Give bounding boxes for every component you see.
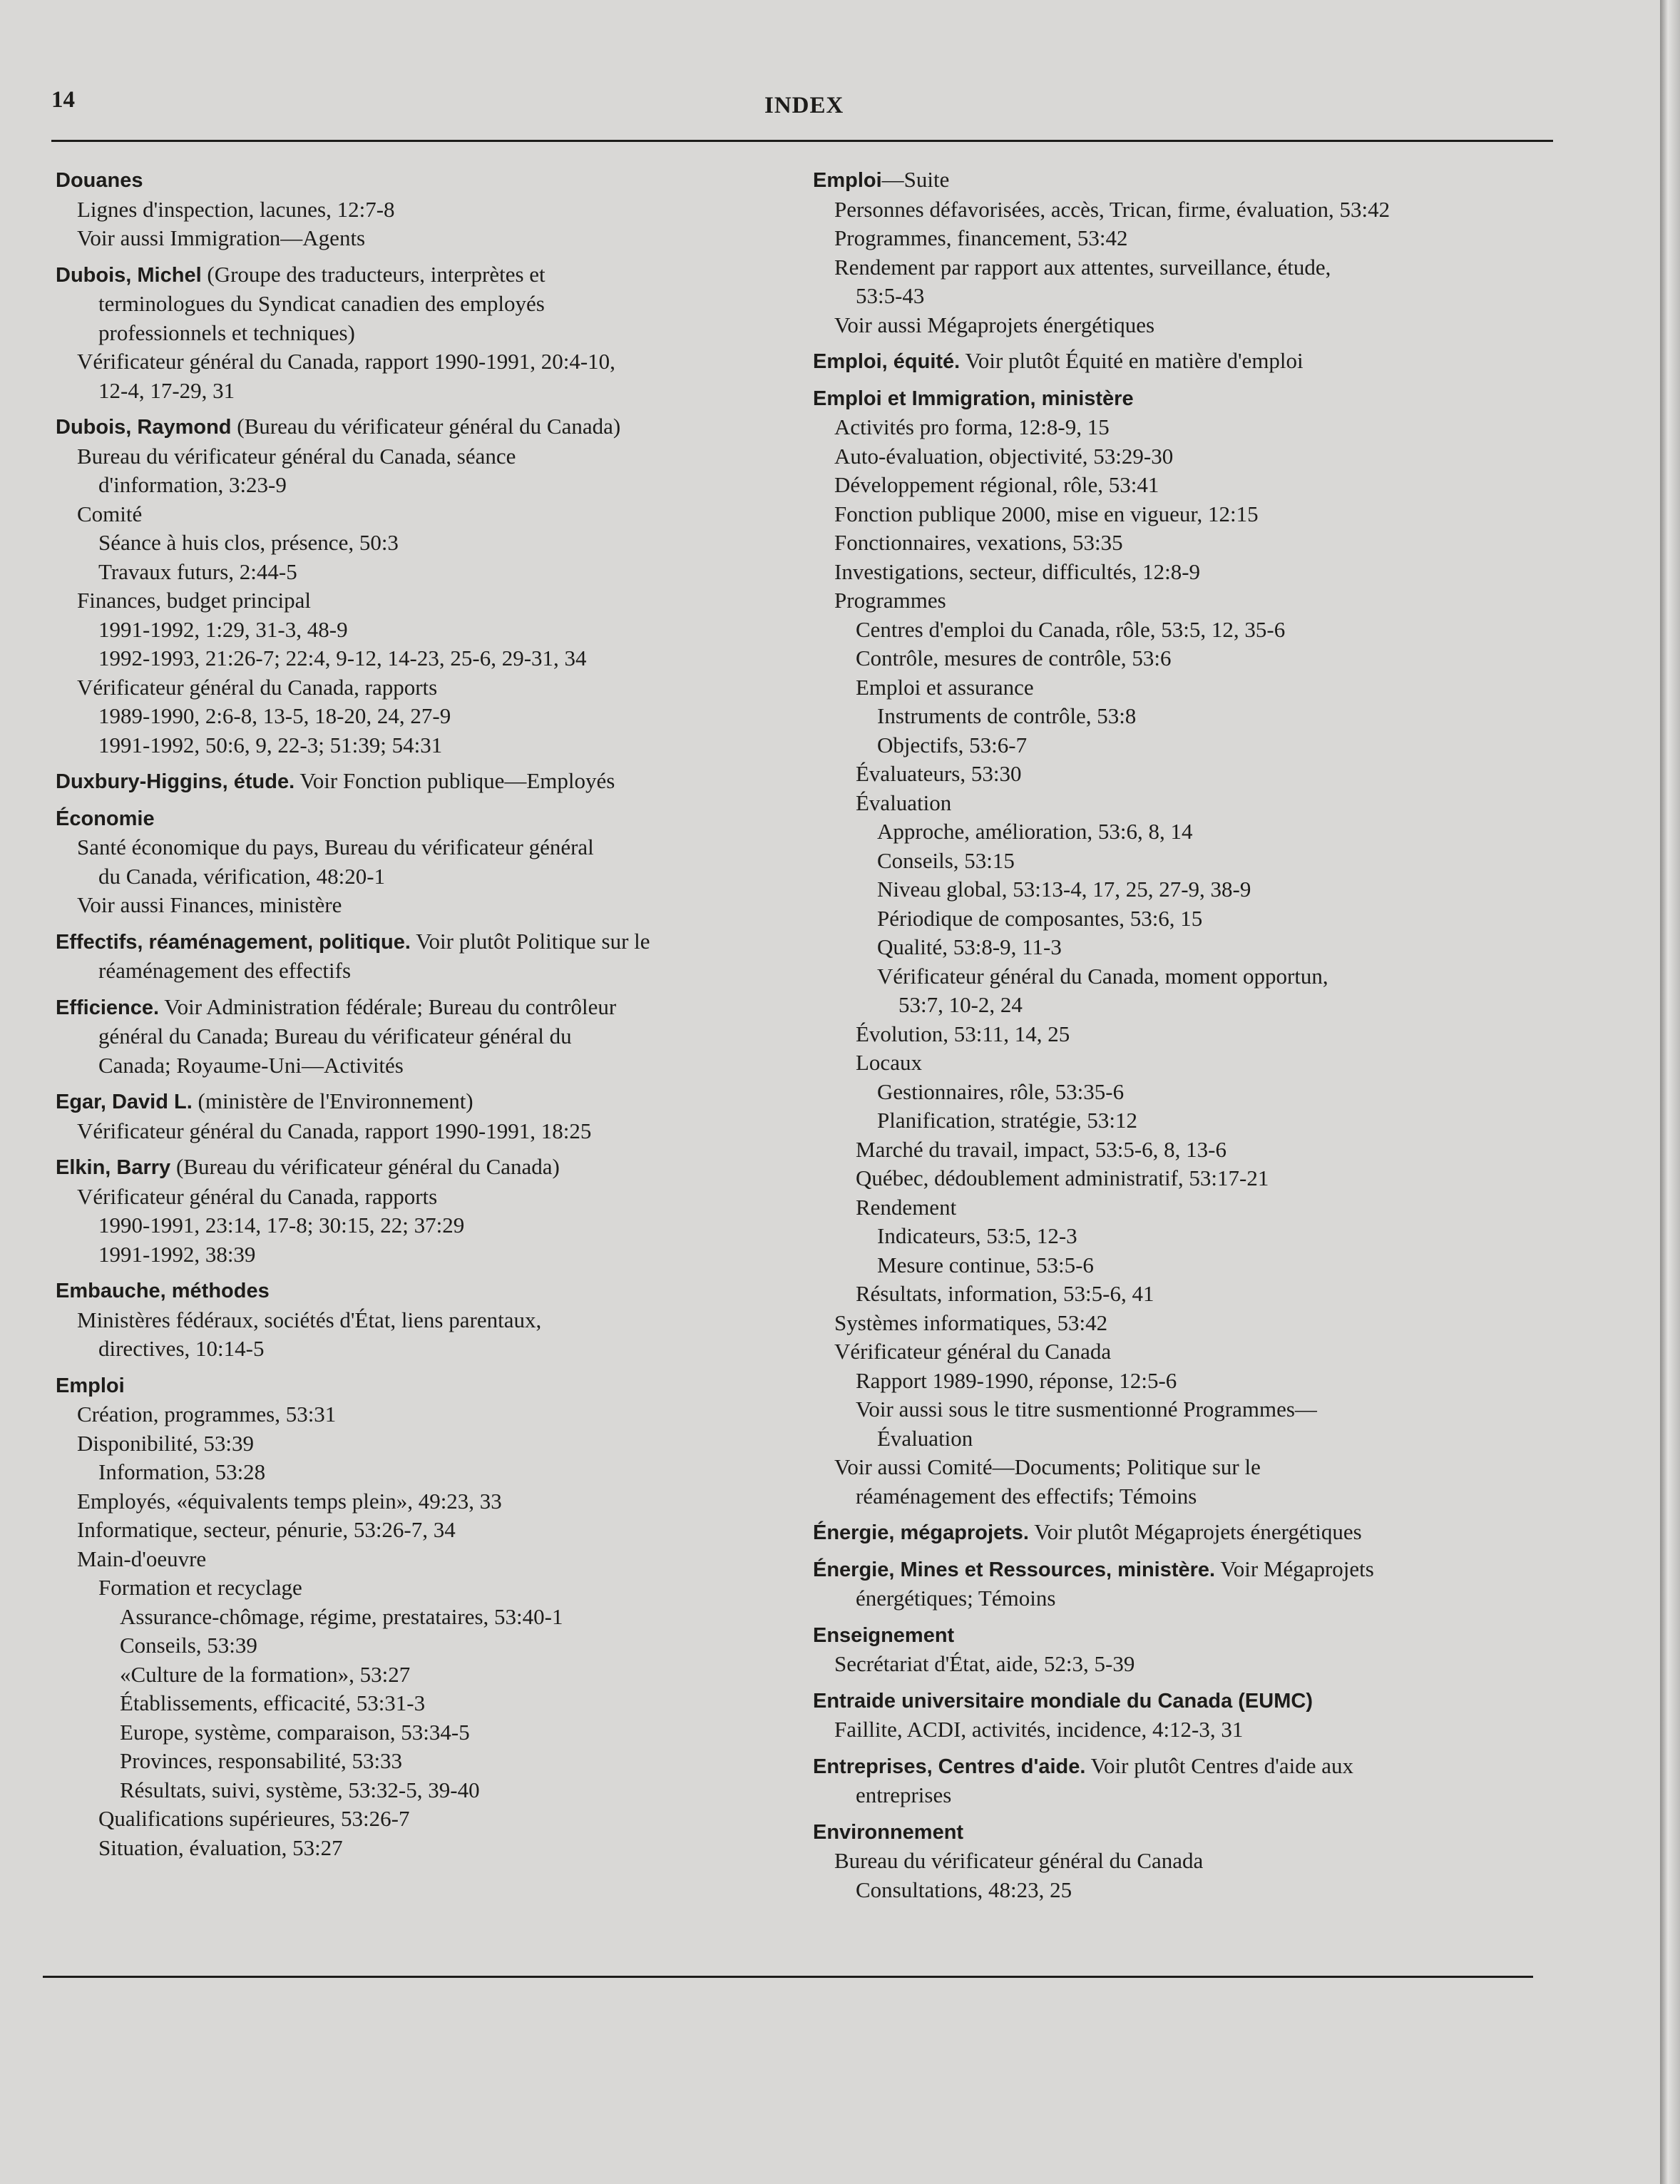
index-heading: Egar, David L.: [56, 1091, 193, 1113]
index-subentry: Finances, budget principal: [77, 588, 311, 613]
index-entry-heading-line: [56, 993, 790, 1023]
index-entry: [813, 1686, 1554, 1745]
index-heading-rest: (ministère de l'Environnement): [192, 1088, 473, 1113]
header-rule: [51, 140, 1553, 142]
index-entry: [813, 347, 1554, 377]
index-subentry: Séance à huis clos, présence, 50:3: [98, 530, 399, 555]
index-subentry: Marché du travail, impact, 53:5-6, 8, 13-6: [856, 1136, 1226, 1162]
index-heading: Elkin, Barry: [56, 1156, 171, 1179]
index-entry-heading-line: [56, 260, 790, 290]
index-subentry: énergétiques; Témoins: [856, 1586, 1056, 1611]
index-heading-rest: Voir plutôt Centres d'aide aux: [1085, 1752, 1353, 1778]
index-entry: [813, 1518, 1554, 1548]
index-heading: Dubois, Raymond: [56, 416, 232, 439]
index-heading-rest: Voir plutôt Mégaprojets énergétiques: [1029, 1519, 1362, 1544]
index-subentry: Emploi et assurance: [856, 674, 1034, 700]
index-subentry: Situation, évaluation, 53:27: [98, 1835, 343, 1860]
index-subentry: Programmes: [834, 588, 946, 613]
index-heading: Emploi et Immigration, ministère: [813, 387, 1134, 410]
index-heading-rest: (Bureau du vérificateur général du Canada): [231, 414, 621, 439]
index-subentry: Fonctionnaires, vexations, 53:35: [834, 530, 1123, 555]
index-entry-heading-line: [813, 1518, 1554, 1548]
index-subentry: professionnels et techniques): [98, 320, 355, 345]
index-entry-heading-line: [813, 1817, 1554, 1847]
index-subentry: Assurance-chômage, régime, prestataires, 53:40-1: [120, 1603, 563, 1629]
index-heading-rest: Voir plutôt Politique sur le: [410, 928, 650, 954]
index-subentry: Rapport 1989-1990, réponse, 12:5-6: [856, 1367, 1177, 1393]
index-entry: [56, 1153, 790, 1269]
index-subentry: Contrôle, mesures de contrôle, 53:6: [856, 645, 1172, 670]
index-entry: [56, 165, 790, 253]
index-subentry: Voir aussi Finances, ministère: [77, 892, 342, 917]
index-subentry: Voir aussi Immigration—Agents: [77, 225, 366, 250]
index-subentry: Approche, amélioration, 53:6, 8, 14: [877, 819, 1193, 844]
index-entry-heading-line: [56, 1276, 790, 1306]
page-title: INDEX: [764, 93, 844, 118]
index-heading: Entraide universitaire mondiale du Canada (EUMC): [813, 1689, 1313, 1713]
index-heading: Entreprises, Centres d'aide.: [813, 1755, 1086, 1778]
index-subentry: Vérificateur général du Canada: [834, 1339, 1112, 1364]
index-subentry: Activités pro forma, 12:8-9, 15: [834, 414, 1110, 439]
index-subentry: 1991-1992, 50:6, 9, 22-3; 51:39; 54:31: [98, 732, 443, 757]
index-subentry: Planification, stratégie, 53:12: [877, 1108, 1138, 1133]
index-subentry: Information, 53:28: [98, 1459, 266, 1484]
index-subentry: Formation et recyclage: [98, 1575, 302, 1600]
index-subentry: Voir aussi Mégaprojets énergétiques: [834, 312, 1155, 337]
index-subentry: Rendement par rapport aux attentes, surveillance, étude,: [834, 254, 1331, 280]
index-subentry: directives, 10:14-5: [98, 1336, 265, 1361]
index-subentry: 1992-1993, 21:26-7; 22:4, 9-12, 14-23, 25-6, 29-31, 34: [98, 645, 587, 670]
index-heading-rest: Voir plutôt Équité en matière d'emploi: [960, 348, 1303, 373]
index-entry-heading-line: [813, 1621, 1554, 1650]
index-subentry: Niveau global, 53:13-4, 17, 25, 27-9, 38-9: [877, 877, 1251, 902]
index-entry: [56, 1276, 790, 1364]
index-entry: [56, 767, 790, 797]
index-heading-rest: (Bureau du vérificateur général du Canada): [170, 1154, 560, 1179]
index-entry-heading-line: [813, 165, 1554, 195]
index-entry: [56, 1371, 790, 1863]
index-subentry: Établissements, efficacité, 53:31-3: [120, 1690, 426, 1715]
index-entry-heading-line: [56, 1153, 790, 1183]
index-entry-heading-line: [56, 1371, 790, 1401]
index-entry: [813, 1621, 1554, 1679]
index-subentry: Provinces, responsabilité, 53:33: [120, 1748, 403, 1773]
index-subentry: entreprises: [856, 1782, 952, 1807]
index-heading: Emploi, équité.: [813, 350, 961, 373]
index-subentry: Évaluation: [877, 1425, 973, 1451]
index-subentry: général du Canada; Bureau du vérificateur général du: [98, 1024, 572, 1048]
index-subentry: Centres d'emploi du Canada, rôle, 53:5, 12, 35-6: [856, 616, 1286, 642]
index-heading: Efficience.: [56, 996, 160, 1019]
index-entry-heading-line: [56, 927, 790, 957]
index-subentry: Vérificateur général du Canada, rapports: [77, 674, 438, 700]
index-heading: Enseignement: [813, 1623, 955, 1647]
index-subentry: Conseils, 53:15: [877, 847, 1015, 873]
index-subentry: Bureau du vérificateur général du Canada: [834, 1848, 1204, 1873]
index-entry: [56, 804, 790, 920]
index-subentry: d'information, 3:23-9: [98, 472, 287, 497]
index-subentry: Canada; Royaume-Uni—Activités: [98, 1052, 404, 1078]
index-subentry: Programmes, financement, 53:42: [834, 225, 1128, 250]
index-entry: [56, 993, 790, 1081]
index-subentry: Résultats, information, 53:5-6, 41: [856, 1281, 1154, 1306]
index-subentry: Disponibilité, 53:39: [77, 1430, 254, 1456]
index-entry: [813, 1555, 1554, 1613]
index-entry-heading-line: [813, 1752, 1554, 1782]
index-subentry: Employés, «équivalents temps plein», 49:23, 33: [77, 1488, 502, 1514]
index-subentry: Vérificateur général du Canada, rapport 1990-1991, 18:25: [77, 1118, 592, 1143]
index-subentry: réaménagement des effectifs; Témoins: [856, 1483, 1197, 1509]
index-heading-rest: (Groupe des traducteurs, interprètes et: [201, 261, 546, 287]
index-subentry: «Culture de la formation», 53:27: [120, 1661, 411, 1687]
index-heading: Emploi: [56, 1374, 125, 1397]
page-number: 14: [51, 87, 75, 113]
index-entry-heading-line: [813, 1555, 1554, 1585]
index-subentry: du Canada, vérification, 48:20-1: [98, 863, 386, 889]
index-entry: [813, 1752, 1554, 1810]
footer-rule: [43, 1976, 1533, 1978]
index-subentry: Travaux futurs, 2:44-5: [98, 558, 297, 584]
index-heading-rest: Voir Mégaprojets: [1215, 1556, 1374, 1581]
book-edge: [1660, 0, 1680, 2184]
index-subentry: Bureau du vérificateur général du Canada, séance: [77, 443, 516, 469]
index-heading: Douanes: [56, 169, 143, 192]
index-subentry: Évaluation: [856, 790, 952, 815]
index-subentry: Conseils, 53:39: [120, 1633, 257, 1658]
index-entry: [813, 165, 1554, 340]
index-subentry: Main-d'oeuvre: [77, 1546, 207, 1571]
index-subentry: Lignes d'inspection, lacunes, 12:7-8: [77, 196, 395, 222]
index-subentry: terminologues du Syndicat canadien des employés: [98, 291, 545, 316]
index-subentry: 1991-1992, 38:39: [98, 1241, 256, 1267]
index-subentry: Consultations, 48:23, 25: [856, 1877, 1072, 1902]
index-subentry: Qualifications supérieures, 53:26-7: [98, 1806, 410, 1831]
index-subentry: Auto-évaluation, objectivité, 53:29-30: [834, 443, 1174, 469]
index-subentry: 53:5-43: [856, 283, 925, 308]
index-subentry: Résultats, suivi, système, 53:32-5, 39-40: [120, 1777, 480, 1802]
index-entry-heading-line: [56, 804, 790, 834]
index-subentry: Investigations, secteur, difficultés, 12:8-9: [834, 558, 1201, 584]
index-entry-heading-line: [56, 165, 790, 195]
index-heading: Énergie, mégaprojets.: [813, 1521, 1029, 1544]
index-subentry: réaménagement des effectifs: [98, 958, 352, 983]
index-heading-rest: Voir Fonction publique—Employés: [294, 768, 615, 793]
index-subentry: Rendement: [856, 1194, 957, 1220]
index-heading: Environnement: [813, 1820, 964, 1844]
index-subentry: Objectifs, 53:6-7: [877, 732, 1028, 757]
index-entry: [56, 412, 790, 760]
index-subentry: 12-4, 17-29, 31: [98, 377, 235, 403]
index-subentry: Ministères fédéraux, sociétés d'État, liens parentaux,: [77, 1307, 542, 1332]
index-heading-rest: Voir Administration fédérale; Bureau du contrôleur: [159, 994, 617, 1019]
index-subentry: Indicateurs, 53:5, 12-3: [877, 1223, 1077, 1248]
index-subentry: Informatique, secteur, pénurie, 53:26-7, 34: [77, 1517, 456, 1542]
index-subentry: 1989-1990, 2:6-8, 13-5, 18-20, 24, 27-9: [98, 703, 451, 728]
index-subentry: Voir aussi Comité—Documents; Politique sur le: [834, 1454, 1261, 1479]
index-heading: Effectifs, réaménagement, politique.: [56, 930, 411, 954]
index-heading: Embauche, méthodes: [56, 1280, 270, 1302]
index-subentry: Vérificateur général du Canada, rapport 1990-1991, 20:4-10,: [77, 349, 615, 374]
index-subentry: Secrétariat d'État, aide, 52:3, 5-39: [834, 1651, 1135, 1676]
index-entry-heading-line: [56, 412, 790, 442]
index-subentry: Développement régional, rôle, 53:41: [834, 472, 1159, 497]
index-entry-heading-line: [813, 347, 1554, 377]
index-subentry: Création, programmes, 53:31: [77, 1402, 337, 1427]
index-subentry: Fonction publique 2000, mise en vigueur, 12:15: [834, 501, 1259, 526]
index-heading: Emploi: [813, 169, 882, 192]
index-subentry: Qualité, 53:8-9, 11-3: [877, 934, 1062, 959]
index-subentry: Systèmes informatiques, 53:42: [834, 1310, 1108, 1335]
index-subentry: Évaluateurs, 53:30: [856, 761, 1022, 786]
index-subentry: Vérificateur général du Canada, moment opportun,: [877, 963, 1328, 989]
index-subentry: 53:7, 10-2, 24: [898, 992, 1023, 1017]
index-heading: Dubois, Michel: [56, 263, 202, 287]
index-subentry: Santé économique du pays, Bureau du vérificateur général: [77, 835, 594, 859]
index-entry: [813, 1817, 1554, 1905]
index-entry: [56, 927, 790, 986]
index-subentry: Instruments de contrôle, 53:8: [877, 703, 1137, 728]
index-subentry: Voir aussi sous le titre susmentionné Programmes—: [856, 1397, 1317, 1422]
index-entry: [56, 260, 790, 406]
index-subentry: 1990-1991, 23:14, 17-8; 30:15, 22; 37:29: [98, 1213, 465, 1238]
index-subentry: Québec, dédoublement administratif, 53:17-21: [856, 1165, 1269, 1190]
index-subentry: Vérificateur général du Canada, rapports: [77, 1183, 438, 1209]
index-subentry: Locaux: [856, 1050, 922, 1075]
index-entry: [813, 384, 1554, 1511]
index-heading: Énergie, Mines et Ressources, ministère.: [813, 1558, 1216, 1581]
index-subentry: Comité: [77, 501, 143, 526]
index-subentry: Personnes défavorisées, accès, Trican, firme, évaluation, 53:42: [834, 196, 1390, 222]
index-subentry: 1991-1992, 1:29, 31-3, 48-9: [98, 616, 348, 642]
index-heading-rest: —Suite: [881, 167, 950, 192]
index-subentry: Faillite, ACDI, activités, incidence, 4:12-3, 31: [834, 1717, 1244, 1742]
index-heading: Économie: [56, 807, 155, 830]
index-subentry: Périodique de composantes, 53:6, 15: [877, 905, 1203, 931]
index-subentry: Europe, système, comparaison, 53:34-5: [120, 1719, 470, 1745]
index-column-right: [813, 165, 1554, 1912]
index-subentry: Mesure continue, 53:5-6: [877, 1252, 1094, 1277]
index-entry-heading-line: [813, 1686, 1554, 1716]
index-column-left: [56, 165, 790, 1869]
index-heading: Duxbury-Higgins, étude.: [56, 770, 295, 793]
index-entry: [56, 1087, 790, 1145]
index-subentry: Évolution, 53:11, 14, 25: [856, 1021, 1070, 1046]
index-subentry: Gestionnaires, rôle, 53:35-6: [877, 1078, 1125, 1104]
index-entry-heading-line: [56, 767, 790, 797]
index-entry-heading-line: [813, 384, 1554, 414]
index-entry-heading-line: [56, 1087, 790, 1117]
